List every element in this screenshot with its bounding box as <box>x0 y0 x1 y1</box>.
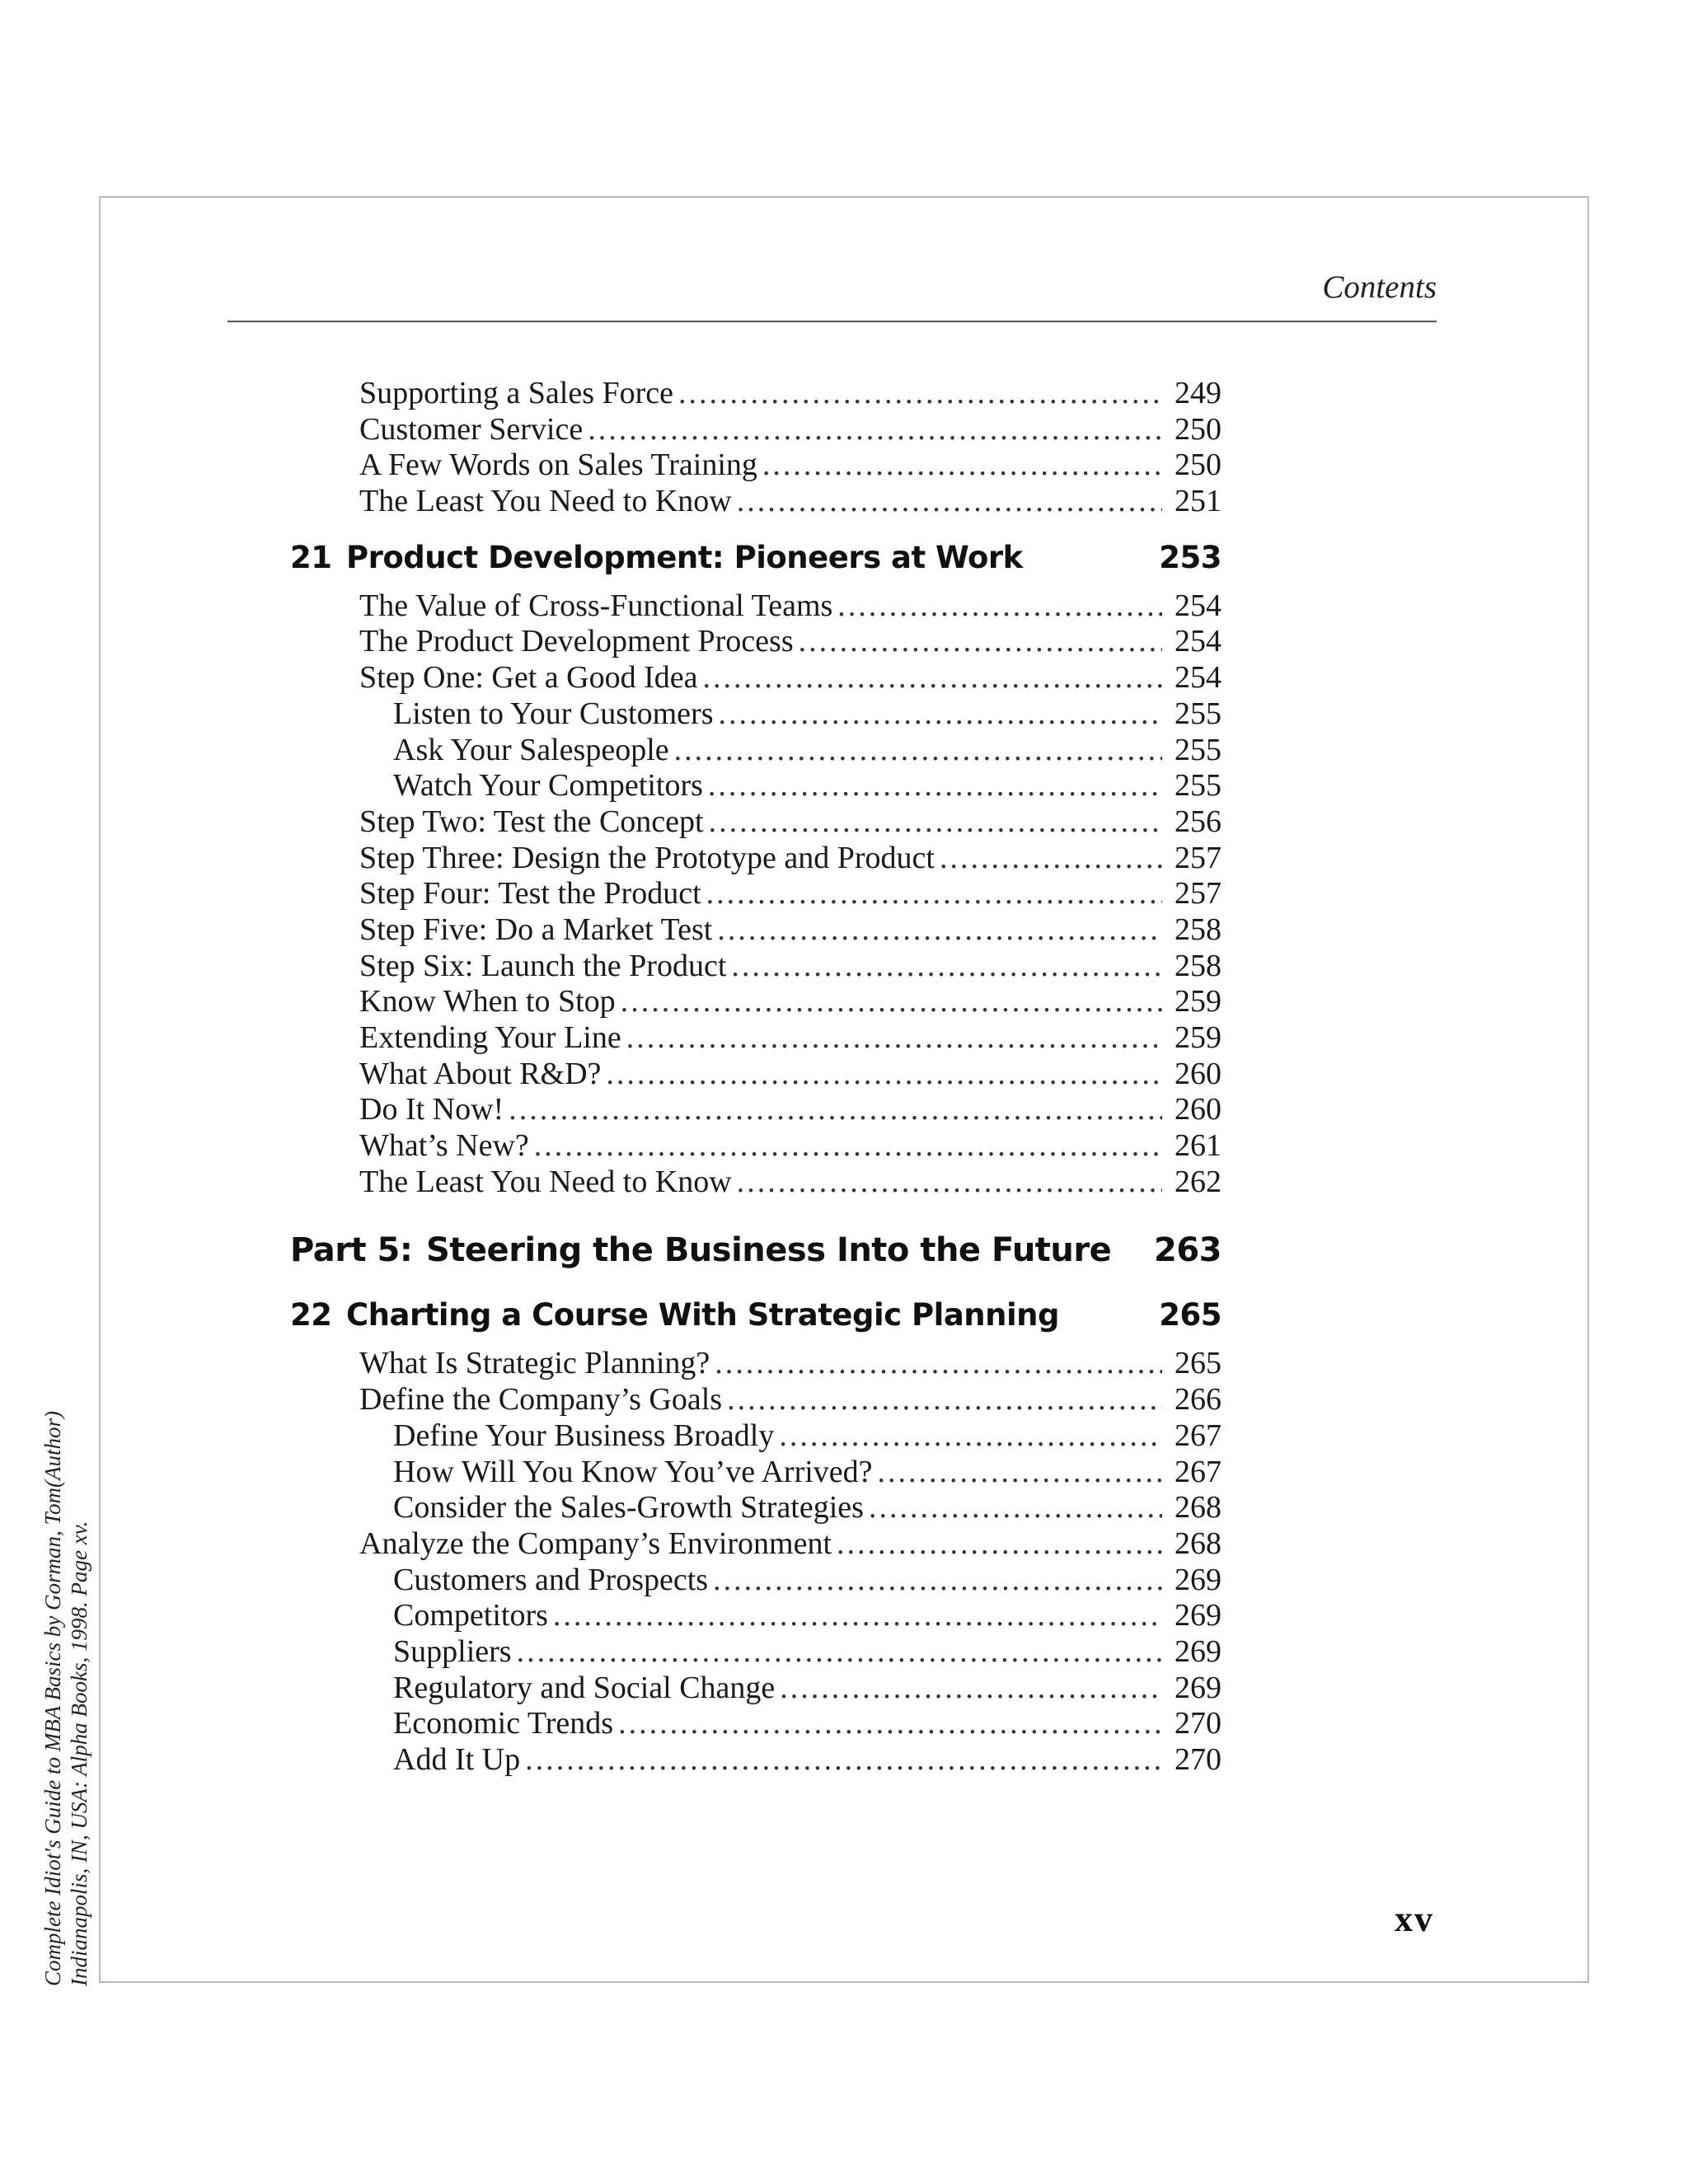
dot-leader <box>553 1598 1162 1634</box>
dot-leader <box>606 1057 1162 1093</box>
toc-entry-label: Competitors <box>393 1598 548 1633</box>
toc-entry-label: Step One: Get a Good Idea <box>359 660 698 696</box>
toc-subentry[interactable] <box>290 696 1221 733</box>
part-heading-5[interactable] <box>290 1231 1221 1269</box>
toc-entry-page: 269 <box>1175 1562 1221 1597</box>
toc-subentry[interactable] <box>290 1634 1221 1671</box>
toc-entry-page: 268 <box>1175 1526 1221 1561</box>
toc-entry[interactable] <box>290 1020 1221 1057</box>
chapter-heading-22[interactable] <box>290 1297 1221 1333</box>
toc-entry-label: Extending Your Line <box>359 1020 621 1055</box>
toc-entry-label: Customer Service <box>359 411 584 447</box>
toc-entry-label: Regulatory and Social Change <box>393 1670 776 1705</box>
toc-entry-label: The Least You Need to Know <box>359 484 732 519</box>
toc-entry-label: Step Four: Test the Product <box>359 876 701 912</box>
dot-leader <box>940 841 1162 877</box>
page-number: xv <box>1395 1899 1434 1939</box>
dot-leader <box>718 696 1162 733</box>
toc-entry[interactable] <box>290 949 1221 985</box>
toc-entry-label: What’s New? <box>359 1128 529 1164</box>
toc-entry-label: The Value of Cross-Functional Teams <box>359 588 833 623</box>
toc-entry-page: 257 <box>1175 876 1221 912</box>
toc-entry-label: Consider the Sales-Growth Strategies <box>393 1490 864 1526</box>
citation-line-2: Indianapolis, IN, USA: Alpha Books, 1998. Page xv. <box>67 1521 91 1986</box>
chapter-title: Product Development: Pioneers at Work <box>346 539 1023 575</box>
header-rule <box>227 321 1437 322</box>
toc-subentry[interactable] <box>290 1418 1221 1455</box>
dot-leader <box>674 733 1162 769</box>
dot-leader <box>534 1128 1162 1165</box>
dot-leader <box>626 1020 1162 1057</box>
dot-leader <box>727 1382 1162 1418</box>
toc-entry-page: 256 <box>1175 804 1221 839</box>
toc-entry-label: A Few Words on Sales Training <box>359 448 757 483</box>
toc-entry[interactable] <box>290 1346 1221 1382</box>
toc-entry[interactable] <box>290 624 1221 660</box>
chapter-page: 265 <box>1159 1297 1221 1333</box>
toc-entry-label: What Is Strategic Planning? <box>359 1346 710 1381</box>
part-title: Steering the Business Into the Future <box>426 1231 1112 1270</box>
dot-leader <box>799 624 1162 660</box>
toc-entry-label: Listen to Your Customers <box>393 696 714 731</box>
chapter-page: 253 <box>1159 539 1221 575</box>
chapter-heading-21[interactable] <box>290 540 1221 575</box>
toc-entry-label: How Will You Know You’ve Arrived? <box>393 1454 873 1489</box>
toc-entry-page: 259 <box>1175 984 1221 1019</box>
toc-entry-page: 258 <box>1175 948 1221 983</box>
dot-leader <box>618 1706 1162 1742</box>
dot-leader <box>780 1671 1162 1707</box>
toc-entry[interactable] <box>290 912 1221 949</box>
chapter-number: 21 <box>290 539 332 575</box>
toc-entry-page: 254 <box>1175 588 1221 623</box>
toc-entry[interactable] <box>290 1165 1221 1201</box>
toc-entry-label: Suppliers <box>393 1633 512 1669</box>
toc-entry[interactable] <box>290 660 1221 696</box>
toc-entry-page: 267 <box>1175 1418 1221 1453</box>
toc-entry-label: Add It Up <box>393 1742 521 1777</box>
toc-entry-label: Step Six: Launch the Product <box>359 948 727 983</box>
toc-entry-label: The Least You Need to Know <box>359 1164 732 1199</box>
toc-entry-page: 265 <box>1175 1346 1221 1381</box>
dot-leader <box>837 588 1162 625</box>
dot-leader <box>709 804 1162 841</box>
toc-entry-page: 260 <box>1175 1056 1221 1091</box>
toc-entry-label: Watch Your Competitors <box>393 768 703 804</box>
toc-subentry[interactable] <box>290 733 1221 769</box>
dot-leader <box>621 984 1162 1020</box>
toc-entry-page: 249 <box>1175 376 1221 410</box>
toc-entry-page: 254 <box>1175 660 1221 696</box>
toc-subentry[interactable] <box>290 1563 1221 1599</box>
toc-entry-label: Economic Trends <box>393 1706 614 1741</box>
chapter-number: 22 <box>290 1297 332 1333</box>
citation-line-1: Complete Idiot's Guide to MBA Basics by Gorman, Tom(Author) <box>40 1411 65 1986</box>
toc-entry[interactable] <box>290 1092 1221 1128</box>
toc-entry-page: 255 <box>1175 768 1221 804</box>
dot-leader <box>762 448 1162 484</box>
dot-leader <box>713 1563 1162 1599</box>
dot-leader <box>869 1490 1162 1526</box>
citation-note <box>40 1411 92 1986</box>
toc-entry-page: 257 <box>1175 840 1221 875</box>
dot-leader <box>706 876 1162 912</box>
dot-leader <box>779 1418 1162 1455</box>
toc-entry-label: Do It Now! <box>359 1092 504 1127</box>
table-of-contents <box>290 376 1221 1779</box>
toc-entry-label: Ask Your Salespeople <box>393 732 669 767</box>
toc-entry[interactable] <box>290 841 1221 877</box>
toc-entry-page: 267 <box>1175 1454 1221 1489</box>
toc-entry[interactable] <box>290 448 1221 484</box>
toc-entry-page: 254 <box>1175 624 1221 659</box>
toc-entry-page: 250 <box>1175 411 1221 447</box>
toc-entry[interactable] <box>290 1382 1221 1418</box>
dot-leader <box>588 412 1162 448</box>
toc-entry[interactable] <box>290 1128 1221 1165</box>
dot-leader <box>737 1165 1162 1201</box>
toc-entry[interactable] <box>290 876 1221 912</box>
toc-entry-label: Know When to Stop <box>359 984 616 1019</box>
toc-entry-label: Analyze the Company’s Environment <box>359 1526 832 1561</box>
toc-entry-label: The Product Development Process <box>359 624 794 659</box>
toc-entry[interactable] <box>290 1057 1221 1093</box>
toc-entry-page: 255 <box>1175 696 1221 731</box>
toc-entry-page: 266 <box>1175 1382 1221 1418</box>
dot-leader <box>878 1455 1162 1491</box>
toc-entry[interactable] <box>290 804 1221 841</box>
toc-entry[interactable] <box>290 984 1221 1020</box>
toc-entry-page: 269 <box>1175 1670 1221 1705</box>
toc-entry-label: What About R&D? <box>359 1056 602 1091</box>
toc-entry-label: Step Five: Do a Market Test <box>359 912 713 947</box>
part-label: Part 5: <box>290 1231 413 1270</box>
toc-subentry[interactable] <box>290 1706 1221 1742</box>
dot-leader <box>715 1346 1162 1382</box>
toc-entry-page: 269 <box>1175 1633 1221 1669</box>
toc-entry[interactable] <box>290 484 1221 520</box>
toc-entry-page: 270 <box>1175 1706 1221 1741</box>
dot-leader <box>731 949 1162 985</box>
toc-entry-page: 260 <box>1175 1092 1221 1127</box>
toc-subentry[interactable] <box>290 1671 1221 1707</box>
toc-entry-page: 262 <box>1175 1164 1221 1199</box>
toc-entry-page: 250 <box>1175 448 1221 483</box>
toc-entry-page: 251 <box>1175 484 1221 519</box>
dot-leader <box>837 1526 1162 1563</box>
dot-leader <box>509 1092 1162 1128</box>
toc-entry-label: Supporting a Sales Force <box>359 376 674 410</box>
chapter-title: Charting a Course With Strategic Planning <box>346 1297 1059 1333</box>
dot-leader <box>708 768 1162 804</box>
toc-subentry[interactable] <box>290 768 1221 804</box>
toc-entry-label: Define Your Business Broadly <box>393 1418 775 1453</box>
dot-leader <box>678 376 1162 412</box>
toc-entry-page: 270 <box>1175 1742 1221 1777</box>
toc-subentry[interactable] <box>290 1742 1221 1779</box>
toc-entry[interactable] <box>290 376 1221 412</box>
toc-entry-page: 269 <box>1175 1598 1221 1633</box>
toc-entry-label: Customers and Prospects <box>393 1562 709 1597</box>
toc-entry-page: 268 <box>1175 1490 1221 1526</box>
toc-entry-page: 255 <box>1175 732 1221 767</box>
dot-leader <box>703 660 1163 696</box>
toc-subentry[interactable] <box>290 1490 1221 1526</box>
toc-entry-page: 261 <box>1175 1128 1221 1164</box>
toc-entry[interactable] <box>290 588 1221 625</box>
running-head: Contents <box>1322 269 1437 305</box>
toc-subentry[interactable] <box>290 1455 1221 1491</box>
part-page: 263 <box>1154 1231 1221 1270</box>
toc-entry-label: Step Two: Test the Concept <box>359 804 704 839</box>
toc-entry[interactable] <box>290 1526 1221 1563</box>
toc-entry-page: 259 <box>1175 1020 1221 1055</box>
toc-entry-page: 258 <box>1175 912 1221 947</box>
dot-leader <box>517 1634 1162 1671</box>
toc-entry[interactable] <box>290 412 1221 448</box>
toc-entry-label: Step Three: Design the Prototype and Product <box>359 840 935 875</box>
toc-entry-label: Define the Company’s Goals <box>359 1382 723 1418</box>
dot-leader <box>717 912 1162 949</box>
dot-leader <box>525 1742 1162 1779</box>
toc-subentry[interactable] <box>290 1598 1221 1634</box>
dot-leader <box>737 484 1162 520</box>
